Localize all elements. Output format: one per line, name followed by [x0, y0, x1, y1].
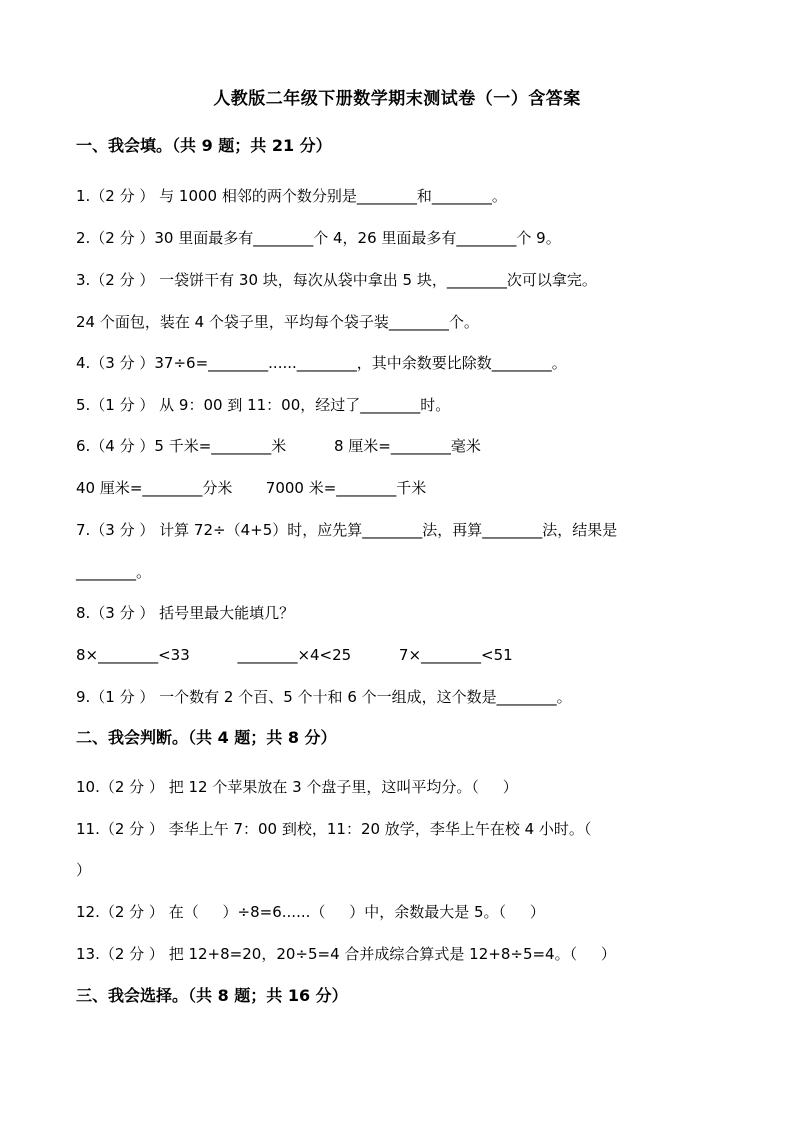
question-2: 2.（2 分 ）30 里面最多有________个 4，26 里面最多有________个 9。 — [76, 229, 561, 247]
question-13: 13.（2 分 ） 把 12+8=20，20÷5=4 合并成综合算式是 12+8÷5=4。（ ） — [76, 945, 616, 963]
question-6-continued: 40 厘米=________分米 7000 米=________千米 — [76, 479, 427, 497]
question-8-items: 8×________<33 ________×4<25 7×________<51 — [76, 646, 513, 664]
question-9: 9.（1 分 ） 一个数有 2 个百、5 个十和 6 个一组成，这个数是________。 — [76, 688, 572, 706]
question-11-continued: ） — [76, 861, 92, 879]
question-5: 5.（1 分 ） 从 9：00 到 11：00，经过了________时。 — [76, 396, 451, 414]
section-heading-judge: 二、我会判断。（共 4 题；共 8 分） — [76, 728, 337, 747]
question-7: 7.（3 分 ） 计算 72÷（4+5）时，应先算________法，再算________法，结果是 — [76, 521, 618, 539]
question-7-continued: ________。 — [76, 563, 152, 581]
question-8: 8.（3 分 ） 括号里最大能填几？ — [76, 604, 295, 622]
question-4: 4.（3 分 ）37÷6=________......________，其中余数要比除数________。 — [76, 354, 567, 372]
question-12: 12.（2 分 ） 在（ ）÷8=6......（ ）中，余数最大是 5。（ ） — [76, 903, 545, 921]
section-heading-fill: 一、我会填。（共 9 题；共 21 分） — [76, 136, 332, 155]
question-3: 3.（2 分 ） 一袋饼干有 30 块，每次从袋中拿出 5 块，________次可以拿完。 — [76, 271, 597, 289]
question-1: 1.（2 分 ） 与 1000 相邻的两个数分别是________和________。 — [76, 187, 507, 205]
question-10: 10.（2 分 ） 把 12 个苹果放在 3 个盘子里，这叫平均分。（ ） — [76, 778, 518, 796]
question-11: 11.（2 分 ） 李华上午 7：00 到校，11：20 放学，李华上午在校 4 小时。（ — [76, 820, 592, 838]
question-3-continued: 24 个面包，装在 4 个袋子里，平均每个袋子装________个。 — [76, 313, 479, 331]
section-heading-choose: 三、我会选择。（共 8 题；共 16 分） — [76, 986, 348, 1005]
question-6: 6.（4 分 ）5 千米=________米 8 厘米=________毫米 — [76, 437, 481, 455]
exam-title: 人教版二年级下册数学期末测试卷（一）含答案 — [213, 89, 581, 109]
